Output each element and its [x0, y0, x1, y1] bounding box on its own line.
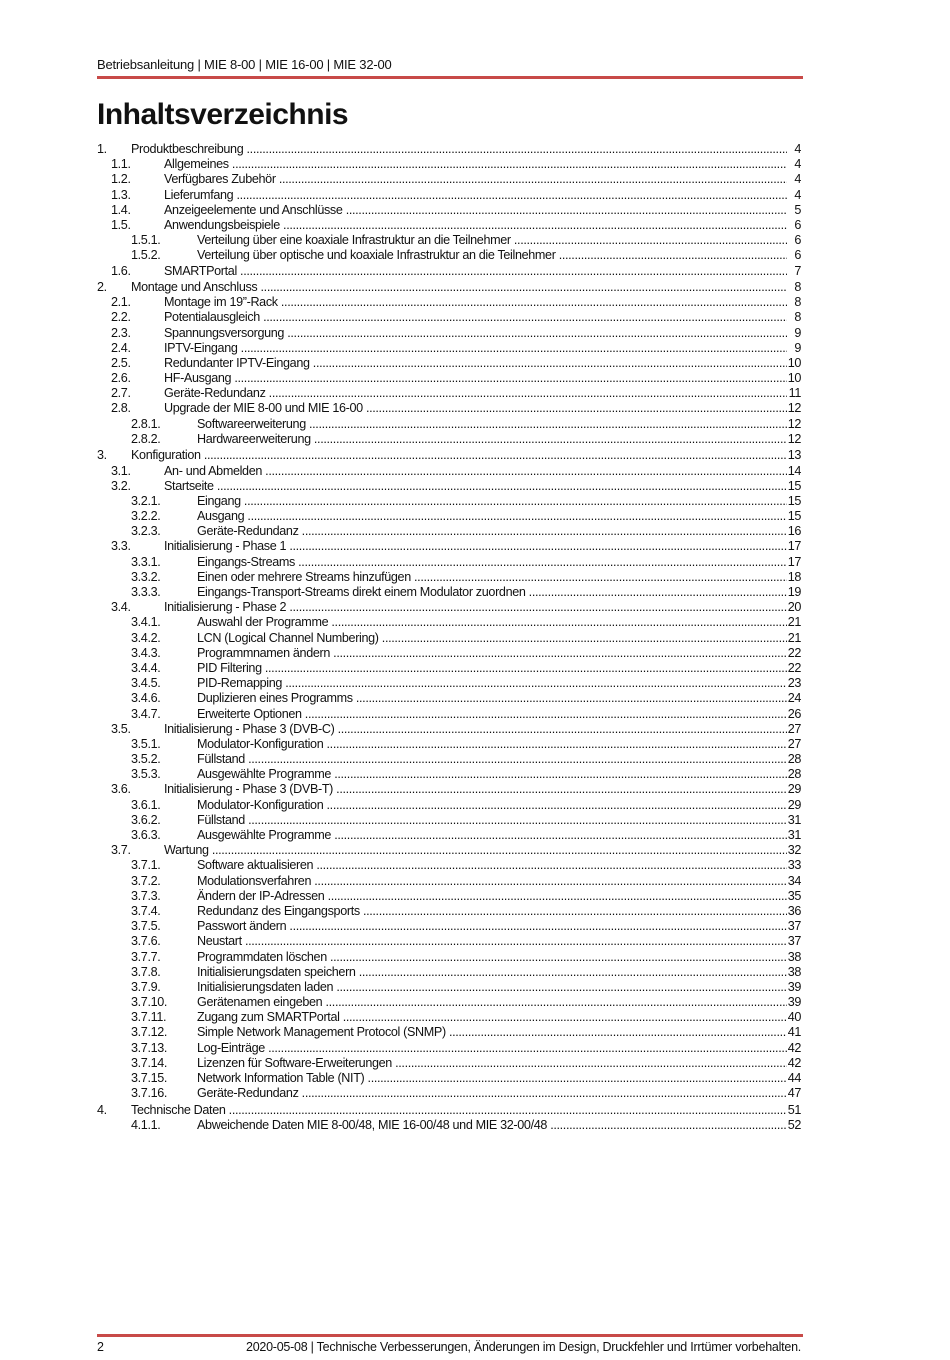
toc-entry-page: 4 — [794, 172, 801, 187]
toc-entry[interactable] — [97, 479, 801, 494]
toc-entry-number: 3.3.1. — [131, 554, 161, 569]
toc-entry-title[interactable]: Modulator-Konfiguration ..... — [197, 798, 787, 813]
toc-entry-number: 3.3.2. — [131, 569, 161, 584]
toc-entry-number: 3.7.4. — [131, 903, 161, 918]
toc-entry-number: 3.7.12. — [131, 1025, 168, 1040]
toc-entry-number: 1.3. — [111, 187, 131, 202]
toc-entry-page: 15 — [787, 509, 801, 524]
toc-entry[interactable] — [97, 798, 801, 813]
toc-entry-page: 28 — [787, 767, 801, 782]
toc-entry-page: 16 — [787, 524, 801, 539]
toc-entry-title[interactable]: Initialisierungsdaten speichern ..... — [197, 965, 787, 980]
toc-entry-page: 24 — [787, 691, 801, 706]
toc-entry-number: 1.2. — [111, 172, 131, 187]
toc-entry-number: 2.6. — [111, 371, 131, 386]
toc-entry-page: 29 — [787, 797, 801, 812]
toc-entry-number: 3.2.3. — [131, 524, 161, 539]
toc-entry-title[interactable]: Anwendungsbeispiele ..... — [164, 218, 787, 233]
toc-entry-number: 2.4. — [111, 340, 131, 355]
toc-entry[interactable] — [97, 1010, 801, 1025]
toc-entry-title[interactable]: Zugang zum SMARTPortal ..... — [197, 1010, 787, 1025]
toc-entry-page: 18 — [787, 569, 801, 584]
table-of-contents — [97, 142, 801, 1133]
toc-entry[interactable] — [97, 432, 801, 447]
toc-entry-page: 13 — [787, 448, 801, 463]
toc-entry-title[interactable]: Verteilung über optische und koaxiale Infrastruktur an die Teilnehmer ..... — [197, 248, 787, 263]
toc-entry-number: 2.2. — [111, 310, 131, 325]
toc-entry-title[interactable]: Ändern der IP-Adressen ..... — [197, 889, 787, 904]
toc-entry[interactable] — [97, 858, 801, 873]
toc-entry-page: 32 — [787, 843, 801, 858]
toc-entry-number: 3.7.6. — [131, 934, 161, 949]
toc-entry-title[interactable]: Initialisierung - Phase 2 ..... — [164, 600, 787, 615]
toc-entry[interactable] — [97, 310, 801, 325]
toc-entry-page: 38 — [787, 949, 801, 964]
toc-entry-number: 2.5. — [111, 355, 131, 370]
toc-entry-number: 3.7.9. — [131, 979, 161, 994]
toc-entry-number: 3.3.3. — [131, 585, 161, 600]
toc-entry-number: 3.4.2. — [131, 630, 161, 645]
toc-entry-title[interactable]: Hardwareerweiterung ..... — [197, 432, 787, 447]
toc-entry-title[interactable]: LCN (Logical Channel Numbering) ..... — [197, 631, 787, 646]
toc-entry-number: 1.5.1. — [131, 233, 161, 248]
toc-entry-title[interactable]: Verteilung über eine koaxiale Infrastruktur an die Teilnehmer ..... — [197, 233, 787, 248]
toc-entry-number: 3.7. — [111, 843, 131, 858]
toc-entry-number: 3.4.1. — [131, 615, 161, 630]
toc-entry-number: 3.6. — [111, 782, 131, 797]
footer-note: 2020-05-08 | Technische Verbesserungen, Änderungen im Design, Druckfehler und Irrtümer vorbehalten. — [246, 1340, 801, 1354]
toc-entry-number: 2.8.2. — [131, 431, 161, 446]
toc-entry-page: 27 — [787, 721, 801, 736]
toc-entry-number: 3.7.1. — [131, 858, 161, 873]
toc-entry-number: 1.6. — [111, 263, 131, 278]
toc-entry[interactable] — [97, 172, 801, 187]
toc-entry-title[interactable]: HF-Ausgang ..... — [164, 371, 787, 386]
toc-entry-number: 3.3. — [111, 539, 131, 554]
toc-entry[interactable] — [97, 570, 801, 585]
toc-entry-page: 12 — [787, 401, 801, 416]
toc-entry-title[interactable]: Anzeigeelemente und Anschlüsse ..... — [164, 203, 787, 218]
toc-entry[interactable] — [97, 661, 801, 676]
toc-entry-page: 15 — [787, 478, 801, 493]
toc-entry-page: 31 — [787, 828, 801, 843]
toc-entry-page: 8 — [794, 310, 801, 325]
toc-entry[interactable] — [97, 341, 801, 356]
toc-entry-page: 37 — [787, 934, 801, 949]
toc-entry-title[interactable]: Upgrade der MIE 8-00 und MIE 16-00 ..... — [164, 401, 787, 416]
toc-entry[interactable] — [97, 248, 801, 263]
toc-entry-page: 22 — [787, 645, 801, 660]
page-number: 2 — [97, 1340, 104, 1354]
toc-entry-number: 3.6.2. — [131, 812, 161, 827]
toc-entry[interactable] — [97, 631, 801, 646]
toc-entry-number: 3.6.3. — [131, 828, 161, 843]
toc-entry[interactable] — [97, 417, 801, 432]
toc-entry[interactable] — [97, 980, 801, 995]
toc-entry-title[interactable]: Ausgewählte Programme ..... — [197, 767, 787, 782]
toc-entry-number: 3.7.3. — [131, 888, 161, 903]
toc-entry-number: 3.2. — [111, 478, 131, 493]
footer-rule — [97, 1334, 803, 1337]
toc-entry-title[interactable]: Initialisierung - Phase 3 (DVB-T) ..... — [164, 782, 787, 797]
toc-entry-number: 3.4.5. — [131, 676, 161, 691]
toc-entry[interactable] — [97, 280, 801, 295]
toc-entry-page: 12 — [787, 416, 801, 431]
toc-entry-number: 1.1. — [111, 157, 131, 172]
toc-entry-title[interactable]: PID Filtering ..... — [197, 661, 787, 676]
toc-entry-title[interactable]: Geräte-Redundanz ..... — [197, 1086, 787, 1101]
toc-entry-page: 31 — [787, 812, 801, 827]
toc-entry[interactable] — [97, 1071, 801, 1086]
toc-entry-number: 3.5.1. — [131, 736, 161, 751]
toc-entry-page: 22 — [787, 660, 801, 675]
toc-entry-number: 3.4. — [111, 600, 131, 615]
toc-entry[interactable] — [97, 1086, 801, 1101]
toc-entry-title[interactable]: Modulationsverfahren ..... — [197, 874, 787, 889]
toc-entry-number: 3.4.3. — [131, 645, 161, 660]
toc-entry-page: 40 — [787, 1010, 801, 1025]
toc-entry[interactable] — [97, 1103, 801, 1118]
toc-entry-title[interactable]: Spannungsversorgung ..... — [164, 326, 787, 341]
toc-entry-page: 27 — [787, 736, 801, 751]
running-header: Betriebsanleitung | MIE 8-00 | MIE 16-00 | MIE 32-00 — [97, 57, 392, 72]
toc-entry[interactable] — [97, 295, 801, 310]
toc-entry-number: 2. — [97, 279, 107, 294]
toc-entry-number: 3.7.10. — [131, 995, 168, 1010]
toc-entry-page: 6 — [794, 217, 801, 232]
toc-entry-title[interactable]: Redundanz des Eingangsports ..... — [197, 904, 787, 919]
toc-entry[interactable] — [97, 371, 801, 386]
toc-entry-page: 8 — [794, 279, 801, 294]
toc-entry-title[interactable]: Konfiguration ..... — [131, 448, 787, 463]
toc-entry[interactable] — [97, 142, 801, 157]
toc-entry-page: 7 — [794, 263, 801, 278]
toc-entry-page: 39 — [787, 979, 801, 994]
toc-entry-number: 3.7.2. — [131, 873, 161, 888]
toc-entry-page: 17 — [787, 539, 801, 554]
toc-entry-title[interactable]: Geräte-Redundanz ..... — [197, 524, 787, 539]
toc-entry[interactable] — [97, 919, 801, 934]
toc-entry-title[interactable]: Ausgang ..... — [197, 509, 787, 524]
page-title: Inhaltsverzeichnis — [97, 98, 349, 131]
toc-entry-number: 2.3. — [111, 325, 131, 340]
toc-entry-title[interactable]: PID-Remapping ..... — [197, 676, 787, 691]
toc-entry-number: 1.5.2. — [131, 248, 161, 263]
toc-entry-page: 10 — [787, 371, 801, 386]
toc-entry-page: 51 — [787, 1102, 801, 1117]
toc-entry[interactable] — [97, 218, 801, 233]
toc-entry-number: 1.4. — [111, 202, 131, 217]
toc-entry[interactable] — [97, 555, 801, 570]
toc-entry-page: 6 — [794, 248, 801, 263]
toc-entry-page: 33 — [787, 858, 801, 873]
toc-entry-number: 3. — [97, 448, 107, 463]
toc-entry[interactable] — [97, 401, 801, 416]
toc-entry[interactable] — [97, 386, 801, 401]
toc-entry-number: 2.8. — [111, 401, 131, 416]
toc-entry-number: 3.7.11. — [131, 1010, 167, 1025]
toc-entry-number: 3.7.5. — [131, 919, 161, 934]
toc-entry-page: 10 — [787, 355, 801, 370]
toc-entry-title[interactable]: Software aktualisieren ..... — [197, 858, 787, 873]
toc-entry-title[interactable]: Montage im 19”-Rack ..... — [164, 295, 787, 310]
toc-entry-title[interactable]: Startseite ..... — [164, 479, 787, 494]
toc-entry-number: 3.2.2. — [131, 509, 161, 524]
toc-entry-page: 4 — [794, 142, 801, 156]
toc-entry-title[interactable]: Eingangs-Streams ..... — [197, 555, 787, 570]
toc-entry-number: 3.1. — [111, 463, 131, 478]
toc-entry-title[interactable]: Auswahl der Programme ..... — [197, 615, 787, 630]
toc-entry-page: 41 — [787, 1025, 801, 1040]
toc-entry[interactable] — [97, 157, 801, 172]
toc-entry-number: 3.7.16. — [131, 1086, 168, 1101]
toc-entry-number: 3.6.1. — [131, 797, 161, 812]
toc-entry[interactable] — [97, 646, 801, 661]
toc-entry[interactable] — [97, 707, 801, 722]
toc-entry-title[interactable]: Initialisierung - Phase 3 (DVB-C) ..... — [164, 722, 787, 737]
toc-entry-title[interactable]: Lizenzen für Software-Erweiterungen ..... — [197, 1056, 787, 1071]
toc-entry[interactable] — [97, 600, 801, 615]
toc-entry[interactable] — [97, 524, 801, 539]
toc-entry-title[interactable]: Abweichende Daten MIE 8-00/48, MIE 16-00/48 und MIE 32-00/48 ..... — [197, 1118, 787, 1133]
toc-entry-page: 44 — [787, 1071, 801, 1086]
toc-entry-title[interactable]: Duplizieren eines Programms ..... — [197, 691, 787, 706]
toc-entry-page: 4 — [794, 157, 801, 172]
toc-entry-number: 3.5.2. — [131, 752, 161, 767]
toc-entry-number: 3.4.6. — [131, 691, 161, 706]
toc-entry[interactable] — [97, 782, 801, 797]
toc-entry-page: 15 — [787, 493, 801, 508]
toc-entry[interactable] — [97, 691, 801, 706]
toc-entry[interactable] — [97, 813, 801, 828]
toc-entry[interactable] — [97, 585, 801, 600]
toc-entry-page: 8 — [794, 295, 801, 310]
toc-entry-number: 2.1. — [111, 295, 131, 310]
toc-entry[interactable] — [97, 464, 801, 479]
toc-entry[interactable] — [97, 203, 801, 218]
toc-entry-title[interactable]: Redundanter IPTV-Eingang ..... — [164, 356, 787, 371]
toc-entry-title[interactable]: Eingang ..... — [197, 494, 787, 509]
toc-entry-page: 21 — [787, 630, 801, 645]
toc-entry-page: 26 — [787, 706, 801, 721]
toc-entry[interactable] — [97, 1041, 801, 1056]
toc-entry-title[interactable]: Allgemeines ..... — [164, 157, 787, 172]
toc-entry[interactable] — [97, 737, 801, 752]
toc-entry-title[interactable]: Technische Daten ..... — [131, 1103, 787, 1118]
toc-entry-page: 23 — [787, 676, 801, 691]
toc-entry-page: 6 — [794, 233, 801, 248]
toc-entry-title[interactable]: Passwort ändern ..... — [197, 919, 787, 934]
toc-entry[interactable] — [97, 233, 801, 248]
toc-entry-number: 3.7.7. — [131, 949, 161, 964]
toc-entry[interactable] — [97, 264, 801, 279]
toc-entry[interactable] — [97, 1025, 801, 1040]
toc-entry-page: 47 — [787, 1086, 801, 1101]
toc-entry[interactable] — [97, 965, 801, 980]
toc-entry[interactable] — [97, 188, 801, 203]
toc-entry-number: 2.8.1. — [131, 416, 161, 431]
toc-entry-title[interactable]: Log-Einträge ..... — [197, 1041, 787, 1056]
toc-entry-title[interactable]: Montage und Anschluss ..... — [131, 280, 787, 295]
toc-entry-page: 9 — [794, 340, 801, 355]
toc-entry-page: 11 — [788, 386, 801, 401]
toc-entry-title[interactable]: IPTV-Eingang ..... — [164, 341, 787, 356]
toc-entry-title[interactable]: Initialisierung - Phase 1 ..... — [164, 539, 787, 554]
toc-entry-number: 3.5.3. — [131, 767, 161, 782]
toc-entry-title[interactable]: Network Information Table (NIT) ..... — [197, 1071, 787, 1086]
toc-entry[interactable] — [97, 448, 801, 463]
toc-entry[interactable] — [97, 828, 801, 843]
toc-entry-page: 5 — [794, 202, 801, 217]
toc-entry-number: 3.7.15. — [131, 1071, 168, 1086]
toc-entry-number: 3.5. — [111, 721, 131, 736]
toc-entry-title[interactable]: Füllstand ..... — [197, 752, 787, 767]
toc-entry[interactable] — [97, 934, 801, 949]
toc-entry[interactable] — [97, 889, 801, 904]
toc-entry-number: 3.7.13. — [131, 1040, 168, 1055]
toc-entry[interactable] — [97, 494, 801, 509]
toc-entry-title[interactable]: Potentialausgleich ..... — [164, 310, 787, 325]
toc-entry-number: 3.2.1. — [131, 493, 161, 508]
toc-entry-title[interactable]: Initialisierungsdaten laden ..... — [197, 980, 787, 995]
toc-entry-page: 52 — [787, 1117, 801, 1132]
toc-entry-title[interactable]: Neustart ..... — [197, 934, 787, 949]
toc-entry-title[interactable]: Wartung ..... — [164, 843, 787, 858]
toc-entry[interactable] — [97, 1118, 801, 1133]
toc-entry-page: 38 — [787, 964, 801, 979]
toc-entry[interactable] — [97, 995, 801, 1010]
toc-entry-number: 4.1.1. — [131, 1117, 161, 1132]
toc-entry-page: 42 — [787, 1055, 801, 1070]
toc-entry[interactable] — [97, 752, 801, 767]
toc-entry-title[interactable]: Gerätenamen eingeben ..... — [197, 995, 787, 1010]
toc-entry[interactable] — [97, 843, 801, 858]
toc-entry-number: 3.4.7. — [131, 706, 161, 721]
toc-entry-number: 3.7.8. — [131, 964, 161, 979]
toc-entry-title[interactable]: Programmnamen ändern ..... — [197, 646, 787, 661]
toc-entry-title[interactable]: Lieferumfang ..... — [164, 188, 787, 203]
toc-entry-page: 29 — [787, 782, 801, 797]
toc-entry[interactable] — [97, 326, 801, 341]
toc-entry-title[interactable]: Ausgewählte Programme ..... — [197, 828, 787, 843]
toc-entry[interactable] — [97, 615, 801, 630]
toc-entry[interactable] — [97, 950, 801, 965]
header-rule — [97, 76, 803, 79]
toc-entry-page: 20 — [787, 600, 801, 615]
toc-entry-title[interactable]: An- und Abmelden ..... — [164, 464, 787, 479]
toc-entry-page: 19 — [787, 585, 801, 600]
toc-entry-page: 17 — [787, 554, 801, 569]
toc-entry-page: 21 — [787, 615, 801, 630]
toc-entry[interactable] — [97, 676, 801, 691]
toc-entry[interactable] — [97, 767, 801, 782]
toc-entry-title[interactable]: Verfügbares Zubehör ..... — [164, 172, 787, 187]
toc-entry-number: 3.7.14. — [131, 1055, 168, 1070]
toc-entry-number: 1. — [97, 142, 107, 156]
toc-entry-title[interactable]: Produktbeschreibung ..... — [131, 142, 787, 157]
toc-entry-page: 14 — [787, 463, 801, 478]
toc-entry-title[interactable]: Erweiterte Optionen ..... — [197, 707, 787, 722]
toc-entry[interactable] — [97, 509, 801, 524]
toc-entry-page: 28 — [787, 752, 801, 767]
toc-entry-page: 12 — [787, 431, 801, 446]
toc-entry-page: 9 — [794, 325, 801, 340]
toc-entry[interactable] — [97, 1056, 801, 1071]
toc-entry[interactable] — [97, 904, 801, 919]
toc-entry-page: 35 — [787, 888, 801, 903]
toc-entry-title[interactable]: Geräte-Redundanz ..... — [164, 386, 787, 401]
toc-entry-title[interactable]: Softwareerweiterung ..... — [197, 417, 787, 432]
toc-entry-number: 4. — [97, 1102, 107, 1117]
toc-entry-page: 42 — [787, 1040, 801, 1055]
toc-entry-title[interactable]: Simple Network Management Protocol (SNMP) ..... — [197, 1025, 787, 1040]
toc-entry[interactable] — [97, 874, 801, 889]
toc-entry-number: 2.7. — [111, 386, 131, 401]
toc-entry-page: 37 — [787, 919, 801, 934]
toc-entry-title[interactable]: Programmdaten löschen ..... — [197, 950, 787, 965]
toc-entry[interactable] — [97, 539, 801, 554]
toc-entry-number: 1.5. — [111, 217, 131, 232]
toc-entry-page: 34 — [787, 873, 801, 888]
toc-entry-title[interactable]: Modulator-Konfiguration ..... — [197, 737, 787, 752]
toc-entry[interactable] — [97, 356, 801, 371]
toc-entry-title[interactable]: Einen oder mehrere Streams hinzufügen ..... — [197, 570, 787, 585]
toc-entry-title[interactable]: Eingangs-Transport-Streams direkt einem Modulator zuordnen ..... — [197, 585, 787, 600]
toc-entry-page: 4 — [794, 187, 801, 202]
toc-entry-title[interactable]: Füllstand ..... — [197, 813, 787, 828]
toc-entry-page: 39 — [787, 995, 801, 1010]
toc-entry-title[interactable]: SMARTPortal ..... — [164, 264, 787, 279]
toc-entry[interactable] — [97, 722, 801, 737]
toc-entry-number: 3.4.4. — [131, 660, 161, 675]
toc-entry-page: 36 — [787, 903, 801, 918]
